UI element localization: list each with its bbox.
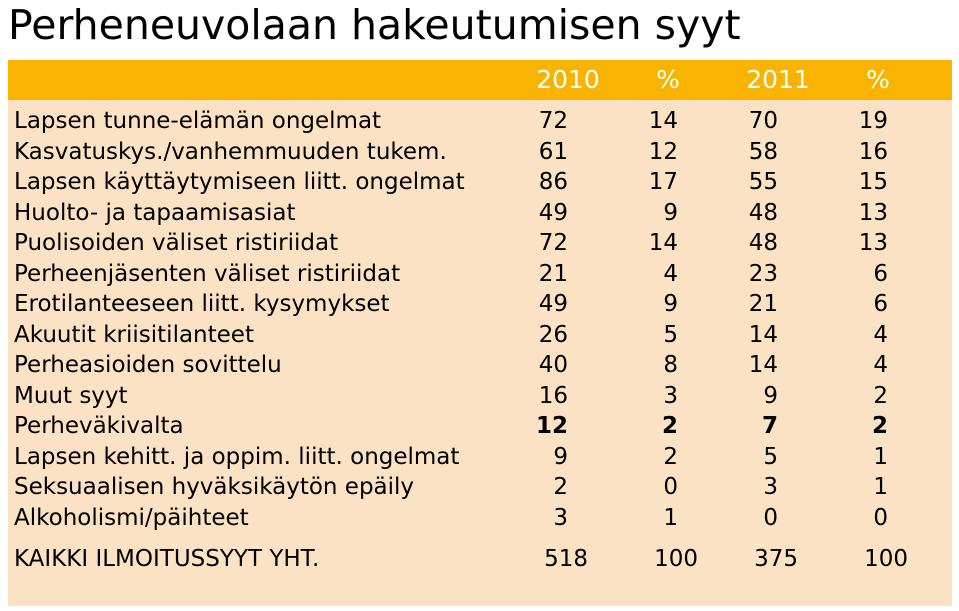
- value-2010-cell: 21: [538, 260, 568, 287]
- value-2010-cell: 40: [538, 352, 568, 378]
- percent-2011-cell: 6: [873, 260, 888, 287]
- value-2011-cell: 5: [763, 443, 778, 470]
- table-row: [8, 472, 952, 503]
- table-row: [8, 106, 952, 137]
- total-2011: 375: [754, 546, 798, 572]
- row-label: Kasvatuskys./vanhemmuuden tukem.: [14, 138, 447, 165]
- header-2010: 2010: [536, 65, 600, 94]
- total-2010: 518: [544, 546, 588, 572]
- value-2010-cell: 16: [538, 382, 568, 409]
- value-2011-cell: 7: [761, 413, 778, 439]
- percent-2011-cell: 4: [873, 352, 888, 378]
- row-label: Lapsen tunne-elämän ongelmat: [14, 108, 382, 134]
- table-row: [8, 259, 952, 290]
- header-percent-2010: %: [656, 65, 680, 94]
- header-percent-2011: %: [866, 65, 890, 94]
- row-label: Alkoholismi/päihteet: [14, 504, 249, 531]
- row-label: Lapsen kehitt. ja oppim. liitt. ongelmat: [14, 443, 460, 470]
- value-2010-cell: 86: [538, 169, 568, 195]
- table-header: [8, 60, 952, 100]
- total-percent-2010: 100: [654, 546, 698, 572]
- row-label: Perheenjäsenten väliset ristiriidat: [14, 260, 401, 287]
- table-row: [8, 137, 952, 168]
- percent-2011-cell: 15: [858, 169, 888, 195]
- percent-2011-cell: 1: [873, 474, 888, 500]
- value-2010-cell: 72: [538, 230, 568, 256]
- table-row: [8, 228, 952, 259]
- percent-2010-cell: 14: [648, 108, 678, 134]
- percent-2010-cell: 2: [661, 413, 678, 439]
- value-2011-cell: 14: [748, 321, 778, 348]
- value-2010-cell: 49: [538, 291, 568, 317]
- table-row: [8, 320, 952, 351]
- percent-2011-cell: 13: [858, 230, 888, 256]
- table-row: [8, 503, 952, 534]
- row-label: Perheväkivalta: [14, 413, 184, 439]
- percent-2011-cell: 6: [873, 291, 888, 317]
- value-2011-cell: 48: [748, 230, 778, 256]
- percent-2010-cell: 9: [663, 291, 678, 317]
- row-label: Puolisoiden väliset ristiriidat: [14, 230, 339, 256]
- table-row: [8, 350, 952, 381]
- row-label: Seksuaalisen hyväksikäytön epäily: [14, 474, 415, 500]
- value-2011-cell: 48: [748, 199, 778, 226]
- percent-2011-cell: 2: [871, 413, 888, 439]
- value-2010-cell: 2: [553, 474, 568, 500]
- row-label: Perheasioiden sovittelu: [14, 352, 282, 378]
- percent-2011-cell: 19: [858, 108, 888, 134]
- value-2010-cell: 12: [535, 413, 568, 439]
- value-2011-cell: 0: [763, 504, 778, 531]
- value-2010-cell: 61: [538, 138, 568, 165]
- row-label: Lapsen käyttäytymiseen liitt. ongelmat: [14, 169, 465, 195]
- percent-2011-cell: 4: [873, 321, 888, 348]
- value-2011-cell: 23: [748, 260, 778, 287]
- percent-2010-cell: 17: [648, 169, 678, 195]
- value-2011-cell: 21: [748, 291, 778, 317]
- value-2010-cell: 72: [538, 108, 568, 134]
- table-row: [8, 167, 952, 198]
- table-row: [8, 442, 952, 473]
- row-label: Huolto- ja tapaamisasiat: [14, 199, 296, 226]
- percent-2010-cell: 3: [663, 382, 678, 409]
- value-2010-cell: 26: [538, 321, 568, 348]
- total-label: KAIKKI ILMOITUSSYYT YHT.: [14, 546, 320, 572]
- table-row: [8, 289, 952, 320]
- value-2010-cell: 3: [553, 504, 568, 531]
- percent-2011-cell: 13: [858, 199, 888, 226]
- row-label: Akuutit kriisitilanteet: [14, 321, 254, 348]
- total-percent-2011: 100: [864, 546, 908, 572]
- percent-2011-cell: 1: [873, 443, 888, 470]
- value-2011-cell: 3: [763, 474, 778, 500]
- percent-2010-cell: 9: [663, 199, 678, 226]
- percent-2010-cell: 5: [663, 321, 678, 348]
- value-2011-cell: 58: [748, 138, 778, 165]
- data-table: [8, 60, 952, 606]
- value-2011-cell: 14: [748, 352, 778, 378]
- percent-2010-cell: 8: [663, 352, 678, 378]
- percent-2011-cell: 16: [858, 138, 888, 165]
- percent-2010-cell: 0: [663, 474, 678, 500]
- percent-2010-cell: 14: [648, 230, 678, 256]
- page-title: Perheneuvolaan hakeutumisen syyt: [8, 1, 741, 49]
- table-row: [8, 381, 952, 412]
- percent-2010-cell: 12: [648, 138, 678, 165]
- percent-2010-cell: 4: [663, 260, 678, 287]
- percent-2011-cell: 2: [873, 382, 888, 409]
- value-2011-cell: 70: [748, 108, 778, 134]
- table-row: [8, 411, 952, 442]
- row-label: Muut syyt: [14, 382, 128, 409]
- header-2011: 2011: [746, 65, 810, 94]
- value-2011-cell: 55: [748, 169, 778, 195]
- value-2010-cell: 49: [538, 199, 568, 226]
- row-label: Erotilanteeseen liitt. kysymykset: [14, 291, 390, 317]
- total-row: [8, 544, 952, 574]
- value-2010-cell: 9: [553, 443, 568, 470]
- percent-2010-cell: 1: [663, 504, 678, 531]
- percent-2010-cell: 2: [663, 443, 678, 470]
- percent-2011-cell: 0: [873, 504, 888, 531]
- table-body: [8, 106, 952, 533]
- value-2011-cell: 9: [763, 382, 778, 409]
- table-row: [8, 198, 952, 229]
